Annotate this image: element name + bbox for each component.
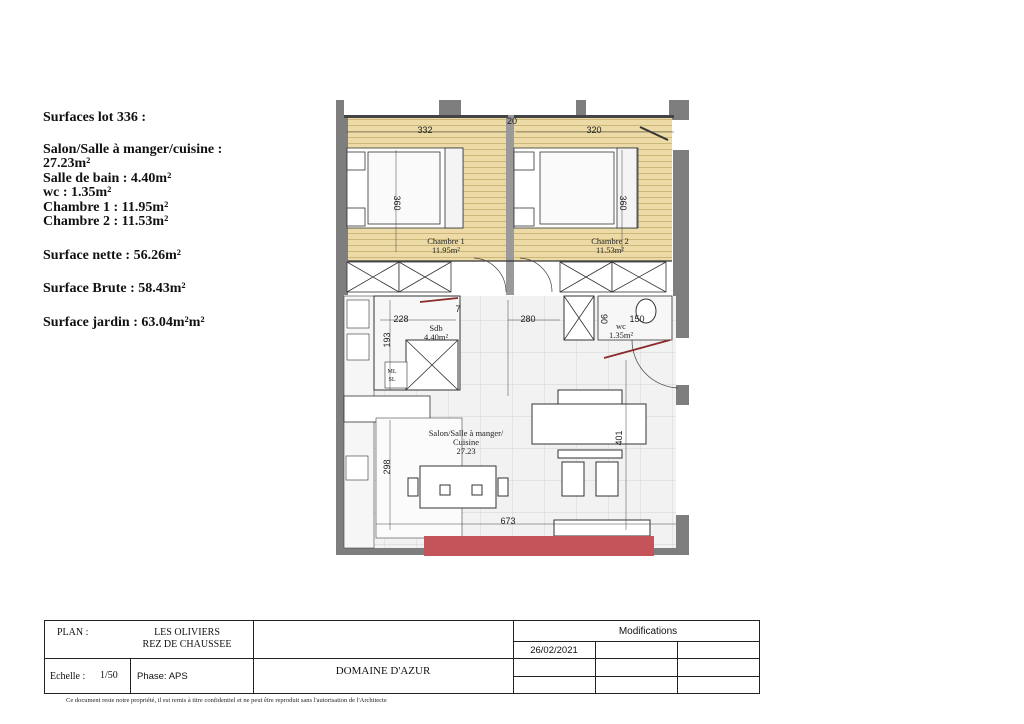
surface-sdb: Salle de bain : 4.40m² bbox=[43, 170, 172, 186]
client-name: DOMAINE D'AZUR bbox=[335, 665, 431, 677]
floor-plan bbox=[330, 98, 698, 562]
dim-228: 228 bbox=[393, 314, 409, 324]
room-salon-name2: Cuisine bbox=[453, 437, 479, 447]
dim-332: 332 bbox=[417, 125, 433, 135]
bed-chambre2 bbox=[514, 148, 638, 228]
label-sl: SL bbox=[388, 377, 396, 383]
project-level: REZ DE CHAUSSEE bbox=[142, 639, 232, 650]
terrace bbox=[424, 536, 654, 556]
surface-salon-label: Salon/Salle à manger/cuisine : bbox=[43, 141, 223, 157]
room-wc-name: wc bbox=[616, 321, 626, 331]
dim-320: 320 bbox=[586, 125, 602, 135]
dim-298: 298 bbox=[382, 459, 392, 475]
room-chambre2-name: Chambre 2 bbox=[591, 236, 629, 246]
surfaces-summary bbox=[43, 111, 293, 330]
surface-jardin: Surface jardin : 63.04m²m² bbox=[43, 314, 205, 330]
dim-90: 90 bbox=[599, 313, 609, 325]
surface-brute: Surface Brute : 58.43m² bbox=[43, 281, 186, 296]
room-chambre2-area: 11.53m² bbox=[596, 245, 624, 255]
surfaces-title: Surfaces lot 336 : bbox=[43, 110, 147, 125]
plan-label: PLAN : bbox=[57, 627, 89, 638]
surface-salon-value: 27.23m² bbox=[43, 156, 91, 171]
bed-chambre1 bbox=[347, 148, 463, 228]
dim-360-left: 360 bbox=[392, 195, 402, 211]
room-salon-area: 27.23 bbox=[456, 446, 476, 456]
room-chambre1-area: 11.95m² bbox=[432, 245, 460, 255]
dim-360-right: 360 bbox=[618, 195, 628, 211]
room-salon-name1: Salon/Salle à manger/ bbox=[428, 428, 504, 438]
echelle-label: Echelle : bbox=[50, 671, 86, 682]
dim-280: 280 bbox=[520, 314, 536, 324]
room-sdb-name: Sdb bbox=[429, 323, 443, 333]
surface-chambre2: Chambre 2 : 11.53m² bbox=[43, 214, 169, 229]
dim-673: 673 bbox=[500, 516, 516, 526]
room-chambre1-name: Chambre 1 bbox=[427, 236, 465, 246]
phase-label: Phase: APS bbox=[137, 671, 188, 682]
dim-20: 20 bbox=[506, 116, 518, 126]
dim-150: 150 bbox=[629, 314, 645, 324]
dim-193: 193 bbox=[382, 332, 392, 348]
confidentiality-note: Ce document reste notre propriété, il est remis à titre confidentiel et ne peut être reproduit sans l'autorisation de l'Architecte bbox=[66, 697, 387, 704]
dim-401: 401 bbox=[614, 430, 624, 446]
surface-nette: Surface nette : 56.26m² bbox=[43, 247, 181, 263]
modification-date: 26/02/2021 bbox=[530, 645, 578, 656]
echelle-value: 1/50 bbox=[100, 670, 118, 681]
surface-chambre1: Chambre 1 : 11.95m² bbox=[43, 199, 169, 215]
label-ml: ML bbox=[387, 369, 397, 375]
modifications-header: Modifications bbox=[618, 626, 678, 637]
room-wc-area: 1.35m² bbox=[608, 330, 634, 340]
room-sdb-area: 4.40m² bbox=[423, 332, 449, 342]
dim-7: 7 bbox=[455, 304, 461, 314]
surface-wc: wc : 1.35m² bbox=[43, 185, 112, 200]
project-name: LES OLIVIERS bbox=[154, 627, 220, 638]
